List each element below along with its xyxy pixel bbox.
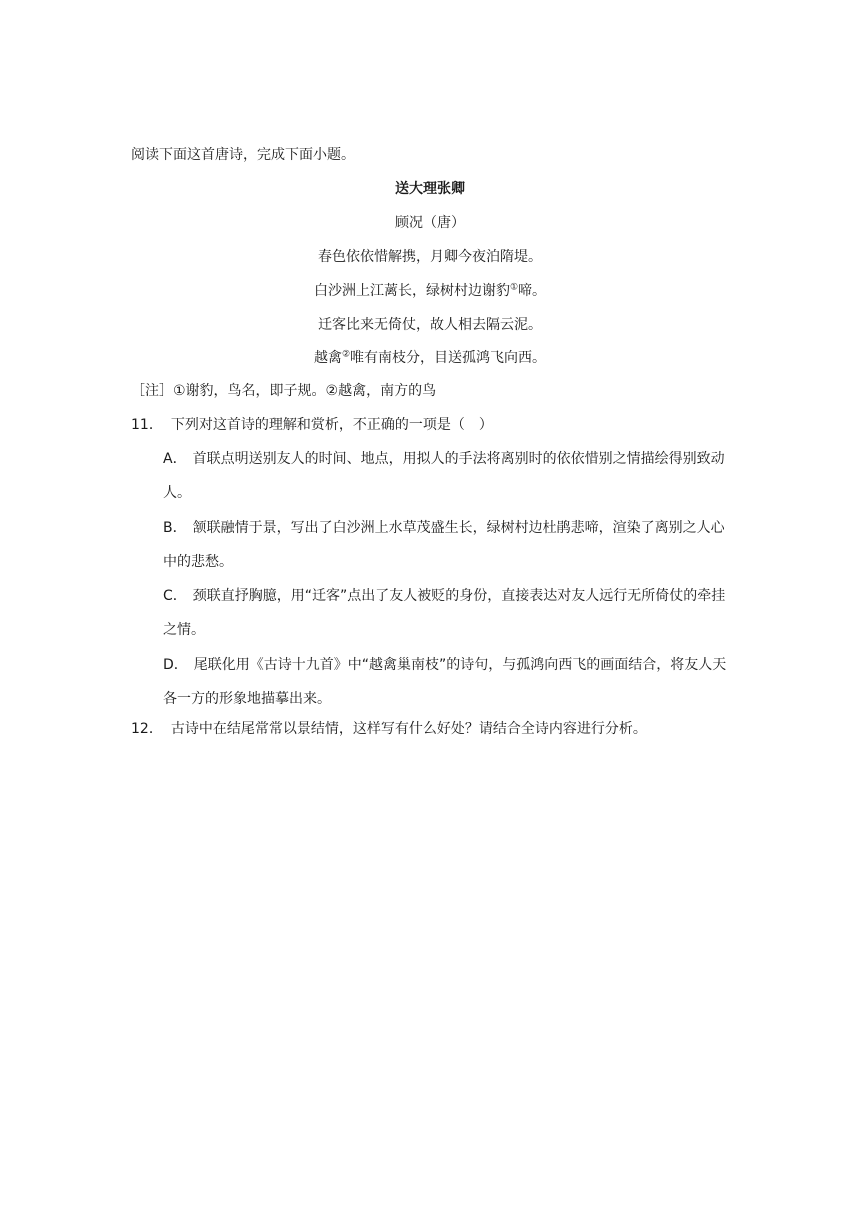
option-label: C． <box>163 588 187 604</box>
question-stem: 下列对这首诗的理解和赏析，不正确的一项是（ ） <box>170 417 493 433</box>
poem-line-text: 越禽 <box>313 350 342 366</box>
question-number: 12． <box>131 721 163 737</box>
option-label: B． <box>163 520 187 536</box>
option-text: 颈联直抒胸臆，用“迁客”点出了友人被贬的身份，直接表达对友人远行无所倚仗的牵挂之情。 <box>163 588 726 638</box>
option-text: 尾联化用《古诗十九首》中“越禽巢南枝”的诗句，与孤鸿向西飞的画面结合，将友人天各一方的形象地描摹出来。 <box>163 657 727 707</box>
option-a <box>163 442 735 510</box>
option-label: A． <box>163 451 187 467</box>
poem-author: 顾况（唐） <box>395 215 465 231</box>
question-12 <box>131 719 647 739</box>
footnote-marker: ② <box>341 349 351 360</box>
question-stem: 古诗中在结尾常常以景结情，这样写有什么好处？请结合全诗内容进行分析。 <box>170 721 647 737</box>
poem-line-2 <box>0 281 860 301</box>
poem-line-3 <box>0 315 860 335</box>
poem-line-text: 春色依依惜解携，月卿今夜泊隋堤。 <box>318 249 542 265</box>
poem-line-text-tail: 唯有南枝分，目送孤鸿飞向西。 <box>350 350 547 366</box>
footnote-marker: ① <box>509 282 519 293</box>
poem-line-4 <box>0 348 860 368</box>
poem-line-text: 白沙洲上江蓠长，绿树村边谢豹 <box>313 283 510 299</box>
question-11 <box>131 415 493 435</box>
option-d <box>163 648 735 716</box>
poem-line-1 <box>0 247 860 267</box>
option-c <box>163 579 735 647</box>
option-label: D． <box>163 657 188 673</box>
option-text: 颔联融情于景，写出了白沙洲上水草茂盛生长，绿树村边杜鹃悲啼，渲染了离别之人心中的悲愁。 <box>163 520 725 570</box>
poem-line-text: 迁客比来无倚仗，故人相去隔云泥。 <box>318 317 542 333</box>
option-text: 首联点明送别友人的时间、地点，用拟人的手法将离别时的依依惜别之情描绘得别致动人。 <box>163 451 725 501</box>
poem-notes: ［注］①谢豹，鸟名，即子规。②越禽，南方的鸟 <box>131 383 437 399</box>
option-b <box>163 511 735 579</box>
poem-title: 送大理张卿 <box>395 181 465 197</box>
intro-instruction: 阅读下面这首唐诗，完成下面小题。 <box>131 147 355 163</box>
poem-line-text-tail: 啼。 <box>518 283 547 299</box>
question-number: 11． <box>131 417 163 433</box>
